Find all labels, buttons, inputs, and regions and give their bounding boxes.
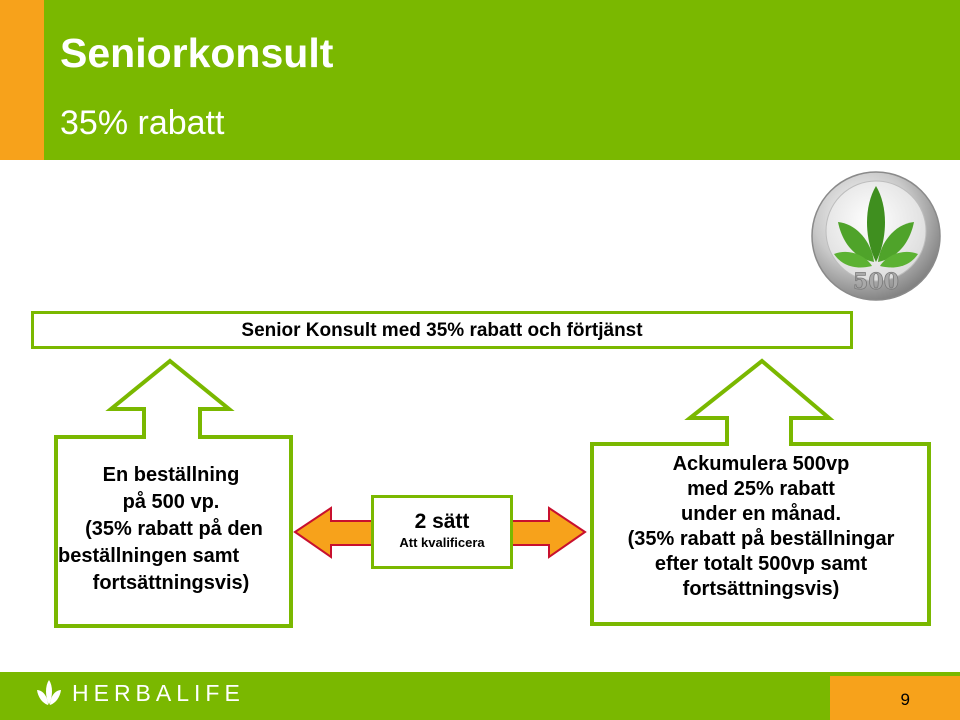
slide-title: Seniorkonsult (60, 30, 334, 76)
left-line-5: fortsättningsvis) (92, 572, 250, 594)
page-number: 9 (900, 690, 910, 709)
left-line-2: på 500 vp. (122, 491, 220, 513)
double-arrow-right-icon (511, 508, 585, 557)
right-line-5: efter totalt 500vp samt (654, 553, 868, 575)
brand-name: HERBALIFE (72, 679, 245, 706)
right-option-text (592, 452, 930, 602)
qualify-label: Att kvalificera (399, 535, 485, 550)
qualify-box (371, 495, 513, 569)
left-option-text (58, 462, 284, 597)
page-number-box (830, 676, 960, 720)
herbalife-logo (34, 678, 245, 708)
leaf-logo-icon (34, 678, 64, 708)
right-line-1: Ackumulera 500vp (672, 453, 850, 475)
left-line-4: beställningen samt (58, 545, 240, 567)
left-line-3: (35% rabatt på den (85, 518, 263, 540)
right-line-3: under en månad. (680, 503, 842, 525)
right-line-2: med 25% rabatt (687, 478, 835, 500)
left-line-1: En beställning (102, 464, 240, 486)
right-line-4: (35% rabatt på beställningar (627, 528, 895, 550)
senior-consultant-label: Senior Konsult med 35% rabatt och förtjänst (241, 320, 643, 341)
right-line-6: fortsättningsvis) (682, 578, 840, 600)
badge-label: 500 (853, 269, 899, 295)
slide-subtitle: 35% rabatt (60, 104, 225, 142)
qualify-count: 2 sätt (414, 510, 470, 533)
double-arrow-icon (295, 508, 373, 557)
